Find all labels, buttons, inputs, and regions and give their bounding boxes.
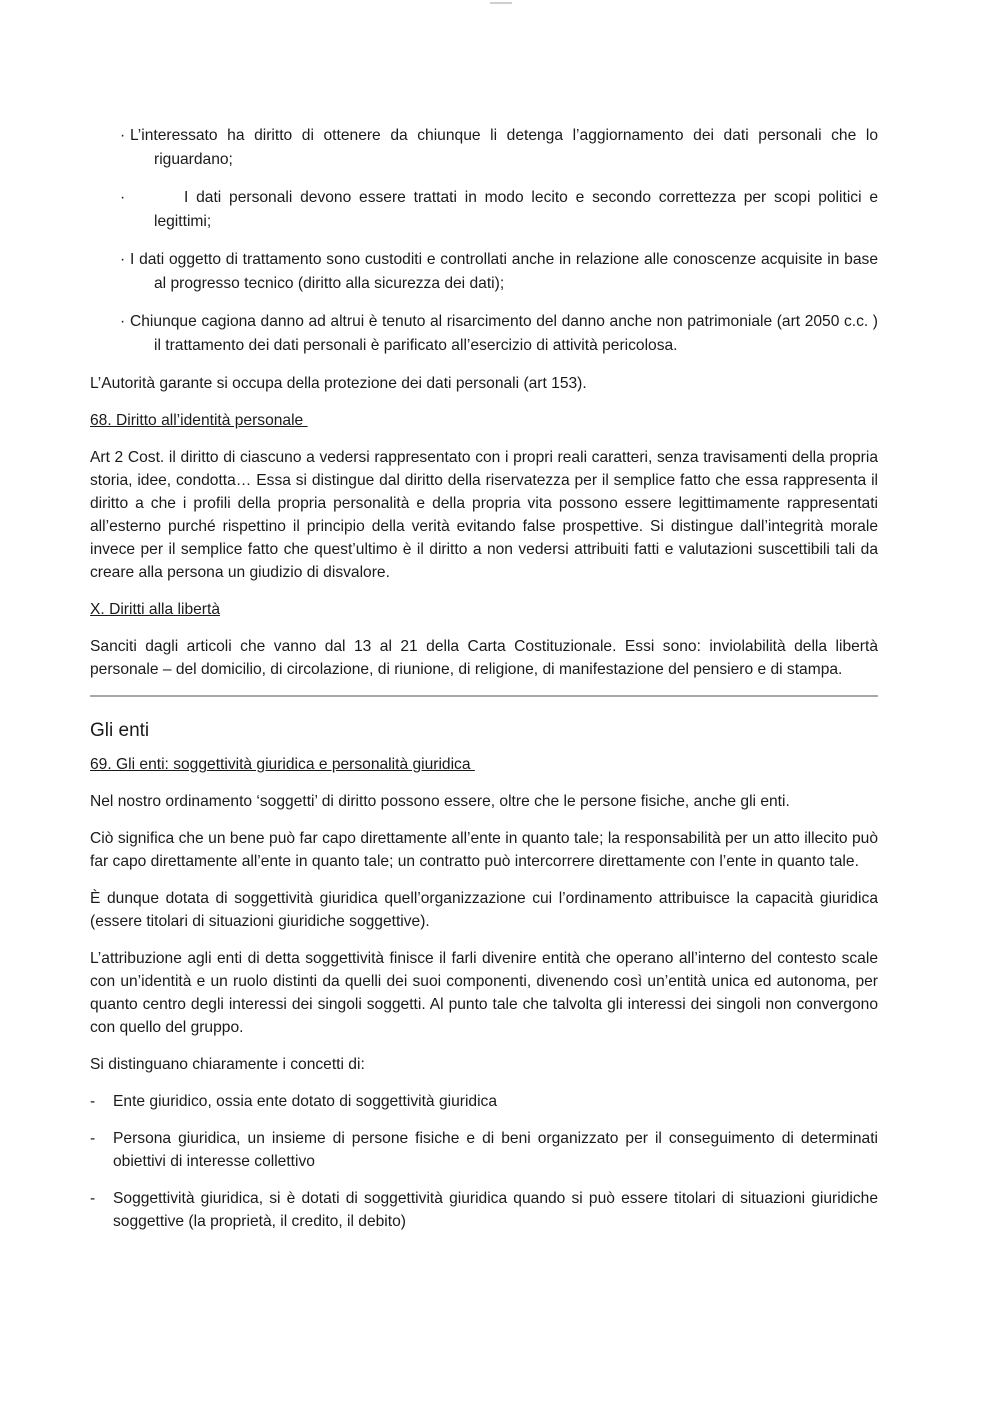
section-x-heading: X. Diritti alla libertà [90, 601, 220, 618]
dash-glyph: - [90, 1093, 96, 1110]
bullet-glyph: · [120, 313, 126, 330]
section-69-paragraph: L’attribuzione agli enti di detta soggettività finisce il farli divenire entità che operano all’interno del contesto scale con un’identità e un ruolo distinti da quelli dei suoi componenti, divenendo così un’entità unica ed autonoma, per quanto centro degli interessi dei singoli soggetti. Al punto tale che talvolta gli interessi dei singoli non convergono con quello del gruppo. [90, 950, 878, 1036]
bullet-item [120, 124, 878, 172]
section-divider [90, 695, 878, 697]
dash-glyph: - [90, 1190, 96, 1207]
bullet-glyph: · [120, 251, 126, 268]
list-item-text: Soggettività giuridica, si è dotati di soggettività giuridica quando si può essere titolari di situazioni giuridiche soggettive (la proprietà, il credito, il debito) [113, 1190, 878, 1230]
list-item [90, 1187, 878, 1233]
bullet-text: I dati personali devono essere trattati in modo lecito e secondo correttezza per scopi politici e legittimi; [154, 189, 878, 230]
autorita-paragraph: L’Autorità garante si occupa della protezione dei dati personali (art 153). [90, 375, 587, 392]
header-mark [490, 2, 512, 4]
bullet-glyph: · [120, 127, 126, 144]
document-page [90, 124, 878, 1247]
section-69-paragraph: Si distinguano chiaramente i concetti di: [90, 1056, 365, 1073]
bullet-item [120, 248, 878, 296]
list-item [90, 1090, 878, 1113]
section-69-paragraph: Nel nostro ordinamento ‘soggetti’ di diritto possono essere, oltre che le persone fisiche, anche gli enti. [90, 793, 790, 810]
section-x-body: Sanciti dagli articoli che vanno dal 13 al 21 della Carta Costituzionale. Essi sono: inviolabilità della libertà personale – del domicilio, di circolazione, di riunione, di religione, di manifestazione del pensiero e di stampa. [90, 638, 878, 678]
section-68-heading: 68. Diritto all’identità personale [90, 412, 308, 429]
bullet-text: I dati oggetto di trattamento sono custoditi e controllati anche in relazione alle conoscenze acquisite in base al progresso tecnico (diritto alla sicurezza dei dati); [130, 251, 878, 292]
list-item-text: Ente giuridico, ossia ente dotato di soggettività giuridica [113, 1093, 498, 1110]
section-68-body: Art 2 Cost. il diritto di ciascuno a vedersi rappresentato con i propri reali caratteri, senza travisamenti della propria storia, idee, condotta… Essa si distingue dal diritto della riservatezza per il semplice fatto che essa rappresenta il diritto a che i profili della propria personalità e della propria vita possono essere legittimamente rappresentati all’esterno purché rispettino il principio della verità evitando false prospettive. Si distingue dall’integrità morale invece per il semplice fatto che quest’ultimo è il diritto a non vedersi attribuiti fatti e valutazioni suscettibili tali da creare alla persona un giudizio di disvalore. [90, 449, 878, 581]
section-title: Gli enti [90, 720, 150, 741]
bullet-item [120, 310, 878, 358]
bullet-text: Chiunque cagiona danno ad altrui è tenuto al risarcimento del danno anche non patrimoniale (art 2050 c.c. ) il trattamento dei dati personali è parificato all’esercizio di attività pericolosa. [130, 313, 878, 354]
dash-glyph: - [90, 1130, 96, 1147]
section-69-paragraph: Ciò significa che un bene può far capo direttamente all’ente in quanto tale; la responsabilità per un atto illecito può far capo direttamente all’ente in quanto tale; un contratto può intercorrere direttamente con l’ente in quanto tale. [90, 830, 878, 870]
bullet-item [120, 186, 878, 234]
bullet-text: L’interessato ha diritto di ottenere da chiunque li detenga l’aggiornamento dei dati personali che lo riguardano; [130, 127, 878, 168]
list-item [90, 1127, 878, 1173]
section-69-paragraph: È dunque dotata di soggettività giuridica quell’organizzazione cui l’ordinamento attribuisce la capacità giuridica (essere titolari di situazioni giuridiche soggettive). [90, 890, 878, 930]
bullet-glyph: · [120, 189, 126, 206]
section-69-heading: 69. Gli enti: soggettività giuridica e personalità giuridica [90, 756, 475, 773]
list-item-text: Persona giuridica, un insieme di persone fisiche e di beni organizzato per il conseguimento di determinati obiettivi di interesse collettivo [113, 1130, 878, 1170]
